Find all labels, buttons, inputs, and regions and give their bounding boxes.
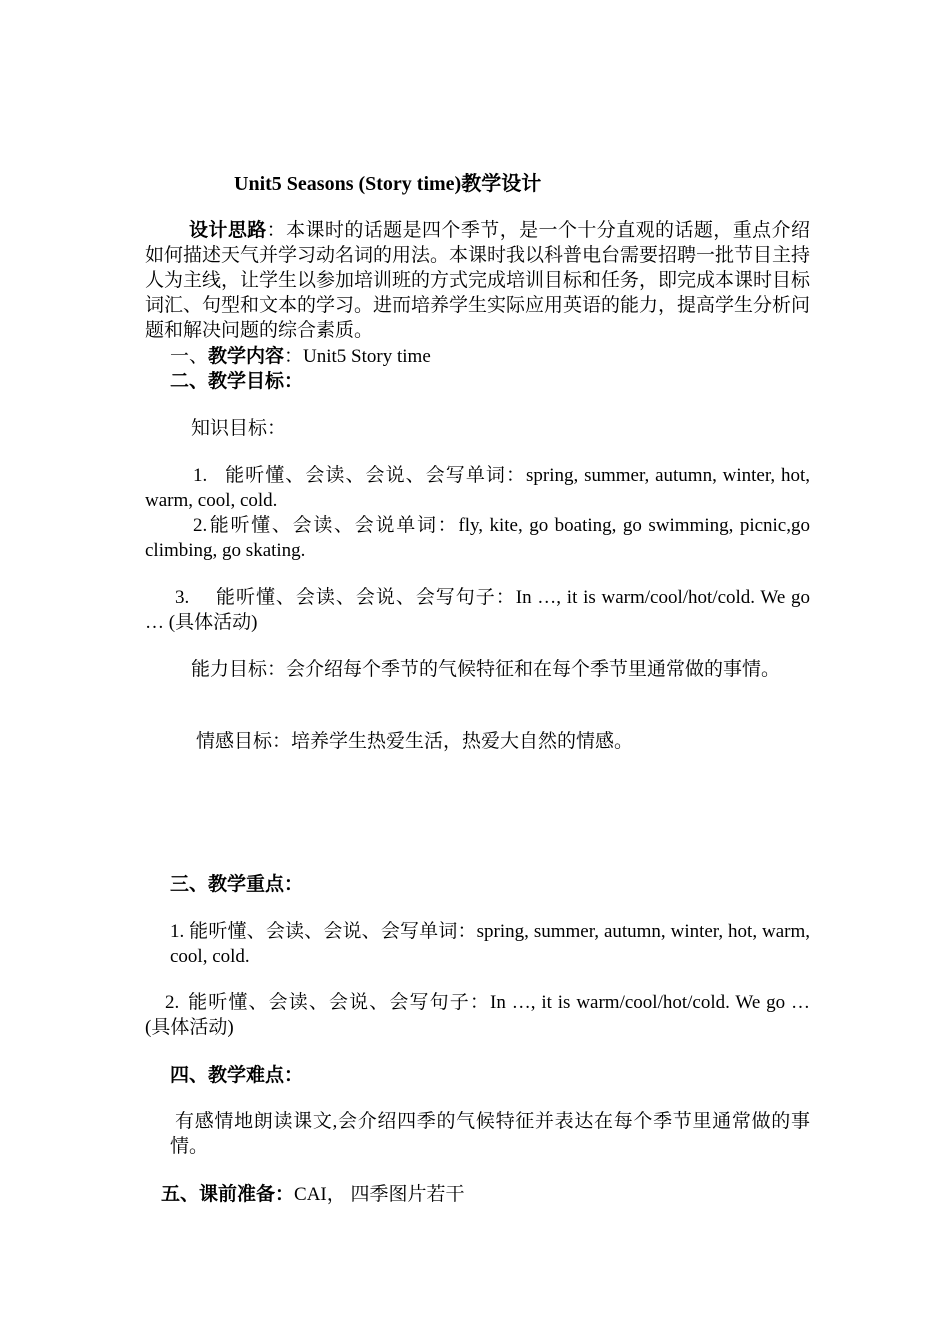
knowledge-item-1-number: 1. <box>193 465 208 486</box>
document-title: Unit5 Seasons (Story time)教学设计 <box>234 173 542 195</box>
section-4-heading: 四、教学难点： <box>170 1065 304 1086</box>
knowledge-item-2 <box>145 513 810 563</box>
design-label: 设计思路 <box>189 220 267 241</box>
key-point-2 <box>145 990 810 1040</box>
difficulty-text: 有感情地朗读课文,会介绍四季的气候特征并表达在每个季节里通常做的事情。 <box>170 1111 810 1157</box>
section-5-value: CAI， 四季图片若干 <box>294 1184 465 1205</box>
design-paragraph <box>145 218 810 343</box>
knowledge-item-1 <box>145 463 810 513</box>
design-text: 本课时的话题是四个季节，是一个十分直观的话题，重点介绍如何描述天气并学习动名词的用法。本课时我以科普电台需要招聘一批节目主持人为主线，让学生以参加培训班的方式完成培训目标和任务，即完成本课时目标词汇、句型和文本的学习。进而培养学生实际应用英语的能力，提高学生分析问题和解决问题的综合素质。 <box>145 220 811 341</box>
key-point-1: 1. 能听懂、会读、会说、会写单词：spring, summer, autumn, winter, hot, warm, cool, cold. <box>170 921 810 967</box>
knowledge-item-3-text: 能听懂、会读、会说、会写句子：In …, it is warm/cool/hot/cold. We go … (具体活动) <box>145 587 810 633</box>
section-1-label: 教学内容 <box>208 346 285 367</box>
knowledge-item-2-number: 2. <box>193 515 208 536</box>
knowledge-item-3 <box>145 585 810 635</box>
section-1-value: ：Unit5 Story time <box>284 346 431 367</box>
ability-goal: 能力目标：会介绍每个季节的气候特征和在每个季节里通常做的事情。 <box>191 659 781 680</box>
key-point-2-number: 2. <box>165 992 180 1013</box>
section-5-heading <box>161 1182 465 1207</box>
knowledge-label: 知识目标： <box>191 418 287 439</box>
design-colon: ： <box>266 220 287 241</box>
key-point-2-text: 能听懂、会读、会说、会写句子：In …, it is warm/cool/hot/cold. We go … (具体活动) <box>145 992 810 1038</box>
section-2-heading: 二、教学目标： <box>170 371 304 392</box>
section-1-heading <box>170 344 431 369</box>
knowledge-item-1-text: 能听懂、会读、会说、会写单词：spring, summer, autumn, winter, hot, warm, cool, cold. <box>145 465 810 511</box>
emotion-goal: 情感目标：培养学生热爱生活，热爱大自然的情感。 <box>196 731 634 752</box>
knowledge-item-2-text: 能听懂、会读、会说单词：fly, kite, go boating, go swimming, picnic,go climbing, go skating. <box>145 515 810 561</box>
knowledge-item-3-number: 3. <box>175 587 190 608</box>
section-5-label: 五、课前准备： <box>161 1184 295 1205</box>
section-3-heading: 三、教学重点： <box>170 874 304 895</box>
section-1-prefix: 一、 <box>170 346 209 367</box>
